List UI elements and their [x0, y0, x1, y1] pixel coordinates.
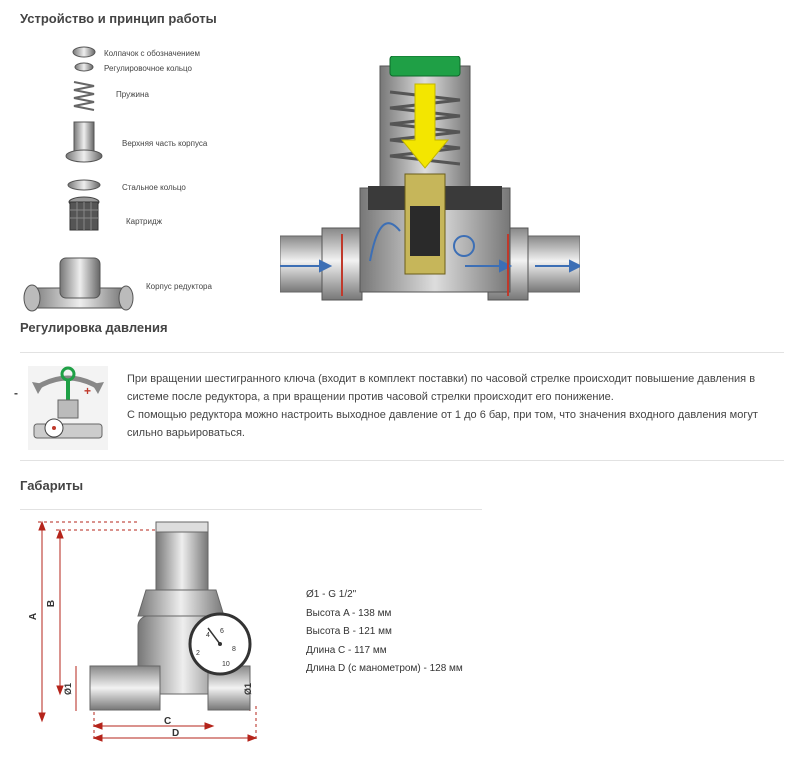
part-label-cap: Колпачок с обозначением — [104, 49, 200, 58]
gauge-number: 2 — [196, 650, 200, 657]
gauge-number: 4 — [206, 632, 210, 639]
exploded-parts-illustration — [20, 40, 140, 320]
steel-ring-part — [68, 180, 100, 190]
divider — [20, 460, 784, 461]
adjusting-ring-part — [75, 63, 93, 71]
spec-length-d: Длина D (с манометром) - 128 мм — [306, 663, 463, 674]
dim-label-a: A — [28, 612, 40, 621]
dim-label-b: B — [46, 599, 58, 608]
spec-diameter: Ø1 - G 1/2" — [306, 589, 357, 600]
dimensions-drawing — [28, 516, 278, 752]
gauge-number: 6 — [220, 628, 224, 635]
spec-height-b: Высота B - 121 мм — [306, 626, 392, 637]
section-title-dimensions: Габариты — [20, 478, 84, 493]
part-label-ring: Регулировочное кольцо — [104, 64, 192, 73]
divider — [20, 509, 482, 510]
part-label-upper-body: Верхняя часть корпуса — [122, 139, 208, 148]
part-label-spring: Пружина — [116, 90, 149, 99]
reducer-body-part — [24, 258, 133, 311]
cross-section-diagram — [280, 56, 580, 304]
spec-length-c: Длина C - 117 мм — [306, 644, 387, 656]
divider — [20, 352, 784, 353]
gauge-number: 8 — [232, 646, 236, 653]
wrench-adjust-icon — [28, 366, 108, 450]
dim-label-c: C — [164, 716, 172, 727]
minus-sign: - — [14, 386, 18, 400]
section-title-pressure: Регулировка давления — [20, 320, 168, 335]
cartridge-part — [69, 197, 99, 230]
plus-sign: + — [84, 384, 92, 398]
cap-part — [73, 47, 95, 57]
spec-height-a: Высота A - 138 мм — [306, 607, 392, 619]
spring-part — [74, 82, 94, 110]
dim-label-d: D — [172, 728, 180, 739]
part-label-cartridge: Картридж — [126, 217, 162, 226]
part-label-body: Корпус редуктора — [146, 282, 212, 291]
pressure-paragraph-1: При вращении шестигранного ключа (входит в комплект поставки) по часовой стрелке происходит повышение давления в системе после редуктора, а при вращении против часовой стрелки происходит его понижение. — [127, 373, 756, 403]
dim-label-o1-right: Ø1 — [243, 682, 254, 696]
section-title-device: Устройство и принцип работы — [20, 11, 217, 26]
part-label-steel-ring: Стальное кольцо — [122, 183, 186, 192]
upper-body-part — [66, 122, 102, 162]
pressure-paragraph-2: С помощью редуктора можно настроить выходное давление от 1 до 6 бар, при том, что значения входного давления могут сильно варьироваться. — [127, 409, 758, 439]
dim-label-o1-left: Ø1 — [63, 682, 74, 696]
spec-list — [306, 586, 463, 679]
gauge-number: 10 — [222, 661, 230, 668]
